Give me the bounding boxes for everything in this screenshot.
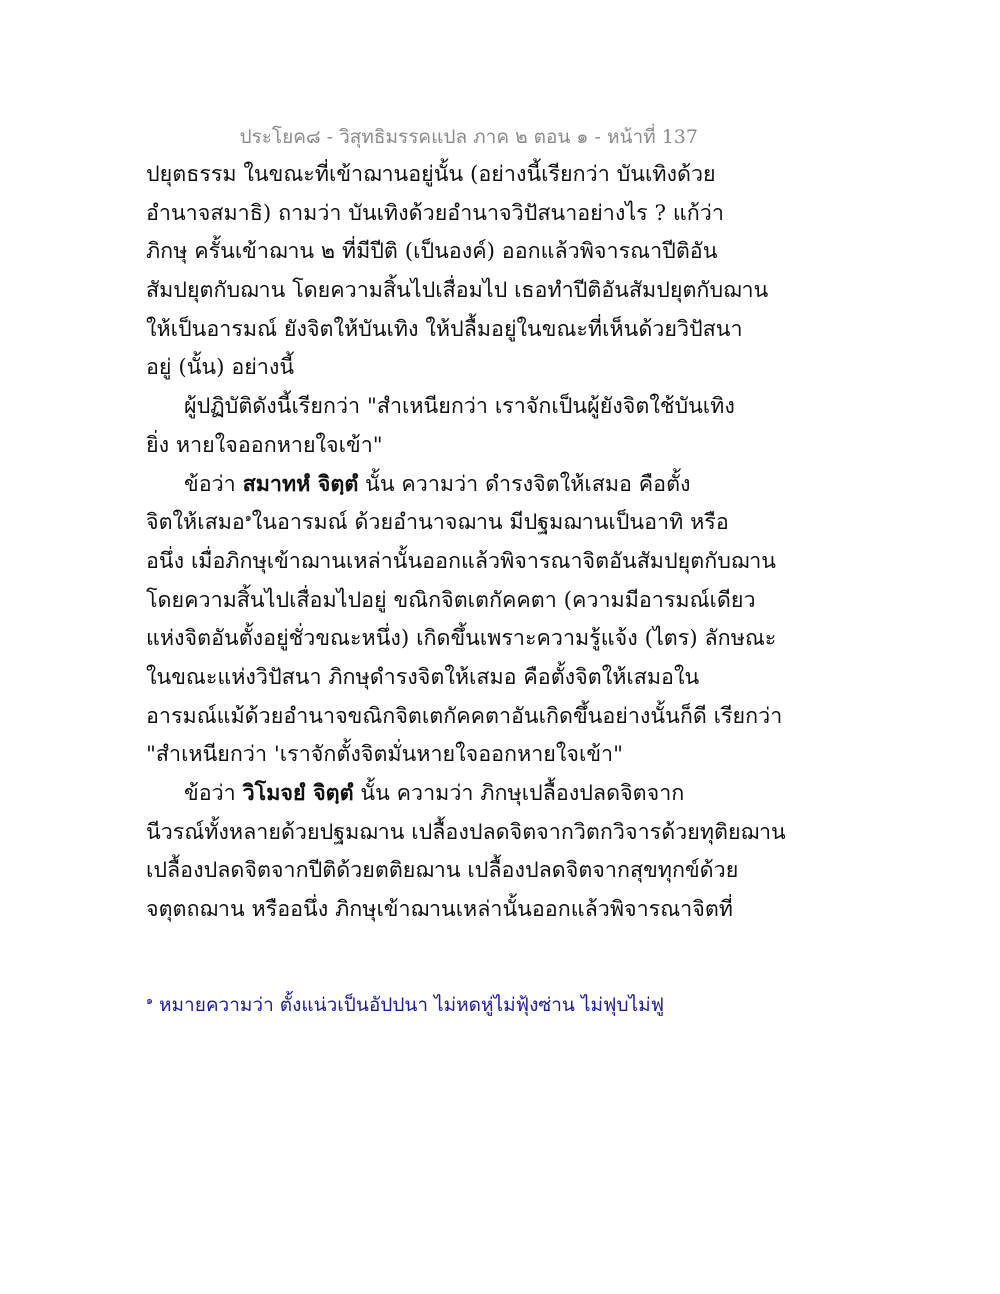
text-line: อยู่ (นั้น) อย่างนี้ xyxy=(146,355,295,381)
footnote-text: หมายความว่า ตั้งแน่วเป็นอัปปนา ไม่หดหู่ไม่ฟุ้งซ่าน ไม่ฟุบไม่ฟู xyxy=(158,994,665,1016)
pali-term: สมาทหํ จิตฺตํ xyxy=(242,471,359,497)
footnote xyxy=(146,990,664,1020)
text-segment: ข้อว่า xyxy=(184,471,243,497)
text-segment: จิตให้เสมอ xyxy=(146,510,245,536)
text-line: ยิ่ง หายใจออกหายใจเข้า" xyxy=(146,432,383,458)
footnote-mark: ๑ xyxy=(146,993,153,1007)
text-line: ปยุตธรรม ในขณะที่เข้าฌานอยู่นั้น (อย่างนี้เรียกว่า บันเทิงด้วย xyxy=(146,162,716,187)
text-line: สัมปยุตกับฌาน โดยความสิ้นไปเสื่อมไป เธอทำปีติอันสัมปยุตกับฌาน xyxy=(146,278,769,304)
text-line: อำนาจสมาธิ) ถามว่า บันเทิงด้วยอำนาจวิปัสนาอย่างไร ? แก้ว่า xyxy=(146,200,724,226)
text-line: ในขณะแห่งวิปัสนา ภิกษุดำรงจิตให้เสมอ คือตั้งจิตให้เสมอใน xyxy=(146,664,700,690)
text-line: เปลื้องปลดจิตจากปีติด้วยตติยฌาน เปลื้องปลดจิตจากสุขทุกข์ด้วย xyxy=(146,858,739,884)
text-segment: นั้น ความว่า ดำรงจิตให้เสมอ คือตั้ง xyxy=(358,471,691,497)
text-line: จตุตถฌาน หรืออนึ่ง ภิกษุเข้าฌานเหล่านั้นออกแล้วพิจารณาจิตที่ xyxy=(146,897,733,923)
text-line: อนึ่ง เมื่อภิกษุเข้าฌานเหล่านั้นออกแล้วพิจารณาจิตอันสัมปยุตกับฌาน xyxy=(146,548,776,574)
text-line: อารมณ์แม้ด้วยอำนาจขณิกจิตเตกัคคตาอันเกิดขึ้นอย่างนั้นก็ดี เรียกว่า xyxy=(146,703,783,729)
text-line: โดยความสิ้นไปเสื่อมไปอยู่ ขณิกจิตเตกัคคตา (ความมีอารมณ์เดียว xyxy=(146,587,756,613)
text-line: นีวรณ์ทั้งหลายด้วยปฐมฌาน เปลื้องปลดจิตจากวิตกวิจารด้วยทุติยฌาน xyxy=(146,819,786,845)
text-line: แห่งจิตอันตั้งอยู่ชั่วขณะหนึ่ง) เกิดขึ้นเพราะความรู้แจ้ง (ไตร) ลักษณะ xyxy=(146,626,777,652)
text-line: ให้เป็นอารมณ์ ยังจิตให้บันเทิง ให้ปลื้มอยู่ในขณะที่เห็นด้วยวิปัสนา xyxy=(146,316,743,342)
text-segment: นั้น ความว่า ภิกษุเปลื้องปลดจิตจาก xyxy=(353,781,685,806)
paragraph-start-line: ผู้ปฏิบัติดังนี้เรียกว่า "สำเหนียกว่า เราจักเป็นผู้ยังจิตใช้บันเทิง xyxy=(184,394,735,420)
pali-term: วิโมจยํ จิตฺตํ xyxy=(242,781,354,806)
running-header: ประโยค๘ - วิสุทธิมรรคแปล ภาค ๒ ตอน ๑ - หน้าที่ 137 xyxy=(239,126,698,148)
paragraph-start-line xyxy=(146,466,706,505)
text-segment: ข้อว่า xyxy=(184,781,243,806)
body-text xyxy=(146,156,786,930)
paragraph-start-line xyxy=(146,775,706,814)
text-line xyxy=(146,504,729,543)
footnote-reference: ๑ xyxy=(244,511,252,525)
text-line: ภิกษุ ครั้นเข้าฌาน ๒ ที่มีปีติ (เป็นองค์) ออกแล้วพิจารณาปีติอัน xyxy=(146,239,718,265)
text-segment: ในอารมณ์ ด้วยอำนาจฌาน มีปฐมฌานเป็นอาทิ หรือ xyxy=(251,510,729,536)
text-line: "สำเหนียกว่า 'เราจักตั้งจิตมั่นหายใจออกหายใจเข้า" xyxy=(146,742,624,768)
